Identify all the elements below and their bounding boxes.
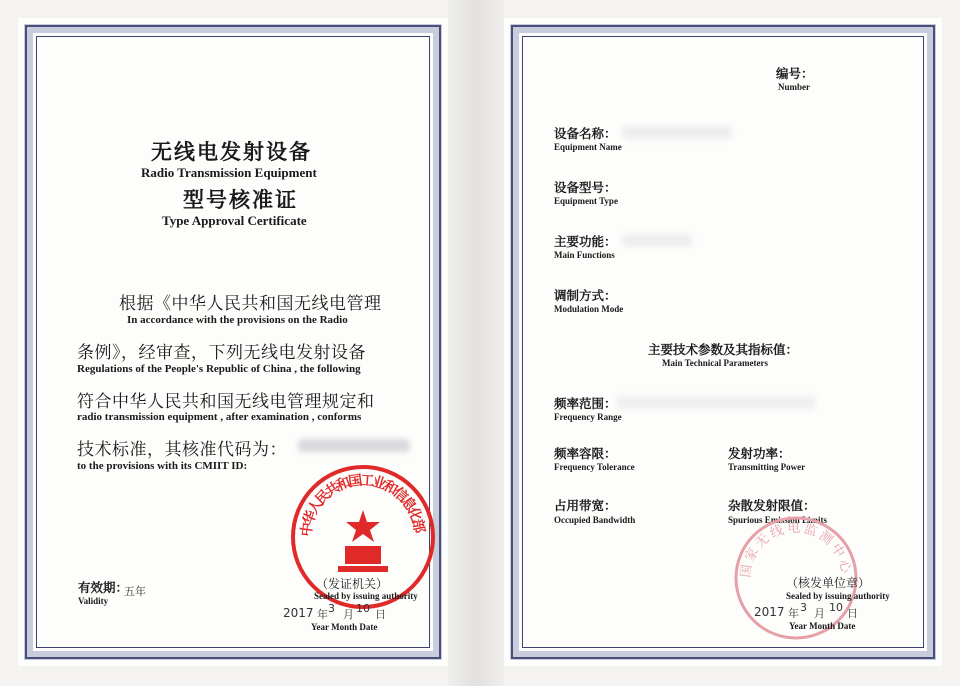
redacted-freq-range [616,396,816,409]
transmit-power-label-zh: 发射功率： [728,446,791,461]
issue-day: 10 [829,601,843,614]
title-en-radio-equipment: Radio Transmission Equipment [141,165,317,180]
seal-caption-zh: （核发单位章） [786,576,871,590]
issue-month: 3 [328,602,335,615]
date-label-en: Year Month Date [311,622,378,632]
equipment-type-label-zh: 设备型号： [554,180,617,195]
freq-tolerance-label-en: Frequency Tolerance [554,462,635,472]
seal-ring-text: 国家无线电监测中心 [738,520,853,579]
number-label-zh: 编号： [776,66,814,81]
main-functions-label-en: Main Functions [554,250,615,260]
number-label-en: Number [778,82,810,92]
bandwidth-label-zh: 占用带宽： [554,498,617,513]
certificate-left-page [18,18,448,666]
freq-tolerance-label-zh: 频率容限： [554,446,617,461]
issue-year-zh: 年 [788,607,799,620]
equipment-name-label-en: Equipment Name [554,142,622,152]
issue-month-zh: 月 [814,607,825,620]
freq-range-label-en: Frequency Range [554,412,622,422]
bandwidth-label-en: Occupied Bandwidth [554,515,636,525]
spurious-label-zh: 杂散发射限值： [728,498,816,513]
title-zh-type-approval: 型号核准证 [183,188,298,212]
validity-value: 五年 [124,585,146,598]
equipment-name-label-zh: 设备名称： [554,126,617,141]
issue-month: 3 [800,601,807,614]
body-zh-line-2: 条例》，经审查，下列无线电发射设备 [77,343,366,363]
book-gutter [448,0,504,686]
body-en-line-4: to the provisions with its CMIIT ID: [77,460,248,472]
tech-params-heading-zh: 主要技术参数及其指标值： [648,342,799,357]
title-zh-radio-equipment: 无线电发射设备 [151,140,312,164]
issue-day-zh: 日 [847,607,858,620]
issue-year: 2017 [754,605,785,619]
redacted-cmiit-id [298,439,410,452]
seal-caption-zh: （发证机关） [316,577,389,591]
redacted-equipment-name [622,126,732,139]
seal-ring-text: 中华人民共和国工业和信息化部 [298,472,428,538]
body-zh-line-4: 技术标准，其核准代码为： [77,440,287,460]
freq-range-label-zh: 频率范围： [554,396,617,411]
redacted-main-functions [622,234,692,247]
title-en-type-approval: Type Approval Certificate [162,213,307,228]
seal-caption-en: Sealed by issuing authority [314,591,418,601]
body-zh-line-3: 符合中华人民共和国无线电管理规定和 [77,392,375,412]
validity-label-zh: 有效期： [78,580,129,595]
modulation-label-zh: 调制方式： [554,288,617,303]
equipment-type-label-en: Equipment Type [554,196,618,206]
modulation-label-en: Modulation Mode [554,304,624,314]
spurious-label-en: Spurious Emission Limits [728,515,828,525]
date-label-en: Year Month Date [789,621,856,631]
body-zh-line-1: 根据《中华人民共和国无线电管理 [119,294,382,314]
issue-month-zh: 月 [343,608,354,621]
validity-label-en: Validity [78,596,109,606]
main-functions-label-zh: 主要功能： [554,234,617,249]
body-en-line-1: In accordance with the provisions on the Radio [127,314,348,326]
body-en-line-3: radio transmission equipment , after examination , conforms [77,411,362,423]
issue-day: 10 [356,602,370,615]
seal-caption-en: Sealed by issuing authority [786,591,890,601]
tech-params-heading-en: Main Technical Parameters [662,358,768,368]
issue-year-zh: 年 [317,608,328,621]
svg-text:国家无线电监测中心 [739,520,854,579]
body-en-line-2: Regulations of the People's Republic of China , the following [77,363,361,375]
certificate-right-page [504,18,942,666]
transmit-power-label-en: Transmitting Power [728,462,806,472]
issue-year: 2017 [283,606,314,620]
issue-day-zh: 日 [375,608,386,621]
